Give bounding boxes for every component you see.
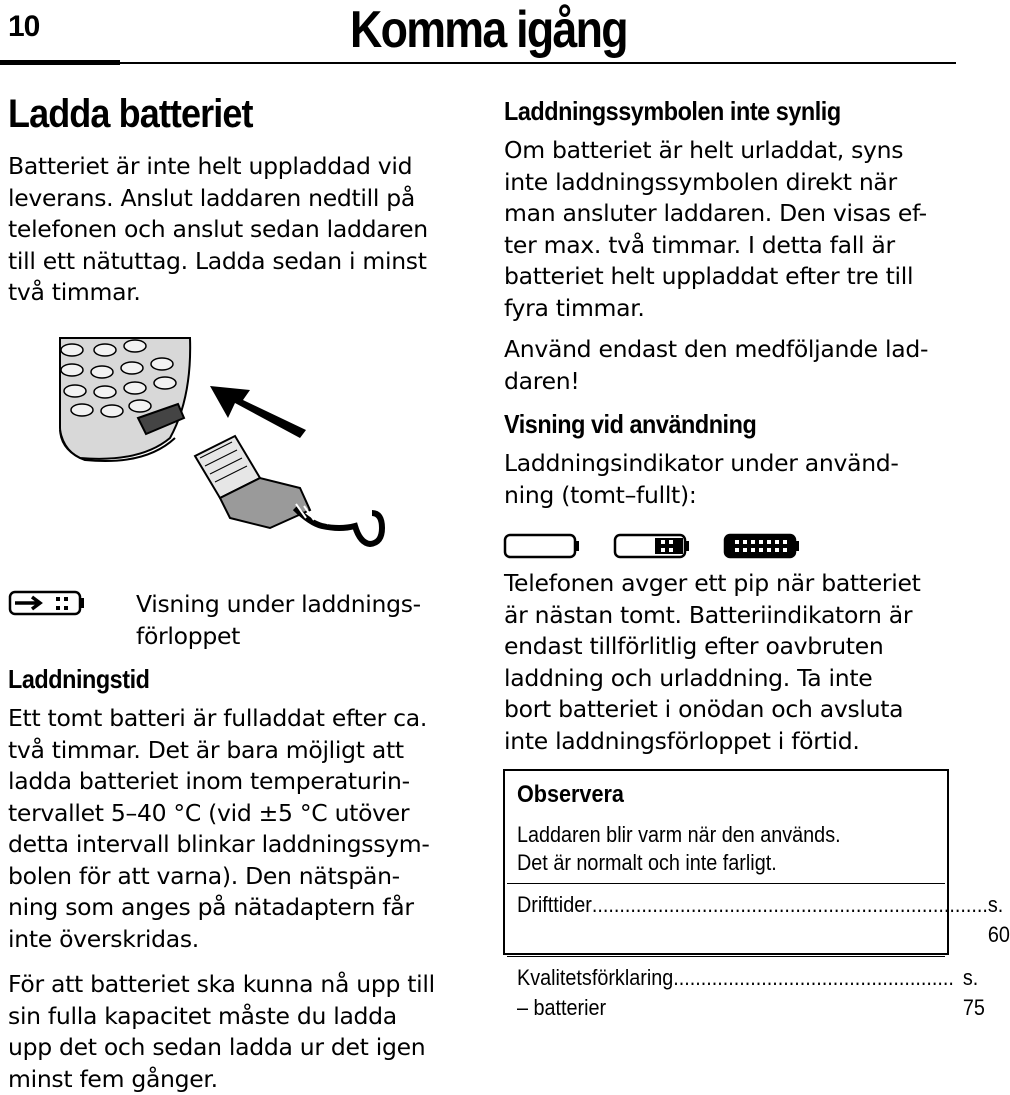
usage-heading: Visning vid användning — [504, 409, 757, 439]
note-divider — [507, 883, 945, 884]
symbol-paragraph: Om batteriet är helt urladdat, syns inte laddningssymbolen direkt när man ansluter laddaren. Den visas ef- ter max. två timmar. I detta fall är batteriet helt uppladdat efter tre till fyra timmar. — [504, 136, 927, 322]
xref-leader: ................................................... — [673, 965, 954, 990]
battery-beep-section — [504, 568, 956, 757]
note-box — [503, 769, 1010, 1020]
note-divider — [507, 956, 945, 957]
usage-paragraph: Laddningsindikator under använd- ning (tomt–fullt): — [504, 449, 899, 509]
xref-battery-quality[interactable] — [517, 963, 985, 1023]
section-heading: Ladda batteriet — [8, 92, 253, 136]
page-number: 10 — [8, 10, 40, 43]
battery-full-icon — [723, 533, 801, 561]
symbol-heading: Laddningssymbolen inte synlig — [504, 96, 841, 126]
charger-note-paragraph: Använd endast den medföljande lad- daren! — [504, 335, 929, 395]
header-rule-accent — [0, 60, 120, 65]
phone-charger-illustration — [60, 338, 400, 553]
right-column — [504, 96, 956, 511]
xref-label: Kvalitetsförklaring – batterier — [517, 965, 674, 1020]
charging-indicator-caption: Visning under laddnings- förloppet — [136, 590, 421, 650]
chapter-title: Komma igång — [350, 1, 627, 59]
xref-label: Drifttider — [517, 892, 592, 917]
xref-operating-times[interactable] — [517, 890, 1010, 950]
xref-leader: ........................................................................ — [591, 892, 988, 917]
battery-half-icon — [613, 533, 691, 561]
battery-beep-paragraph: Telefonen avger ett pip när batteriet är nästan tomt. Batteriindikatorn är endast tillförlitlig efter oavbruten laddning och urladdning. Ta inte bort batteriet i onödan och avsluta inte laddningsförloppet i förtid. — [504, 569, 921, 755]
charge-time-paragraph: Ett tomt batteri är fulladdat efter ca. två timmar. Det är bara möjligt att ladda batteriet inom temperaturin- tervallet 5–40 °C (vid ±5 °C utöver detta intervall blinkar laddningssym- bolen för att varna). Den nätspän- ning som anges på nätadaptern får inte överskridas. — [8, 704, 430, 953]
intro-paragraph: Batteriet är inte helt uppladdad vid leverans. Anslut laddaren nedtill på telefonen och anslut sedan laddaren till ett nätuttag. Ladda sedan i minst två timmar. — [8, 152, 428, 306]
header-rule — [0, 62, 956, 64]
xref-page: s. 75 — [962, 965, 985, 1020]
battery-empty-icon — [503, 533, 581, 561]
xref-page: s. 60 — [987, 892, 1010, 947]
charging-indicator-row — [8, 584, 458, 654]
left-column — [8, 92, 458, 309]
note-text: Laddaren blir varm när den används. Det är normalt och inte farligt. — [517, 822, 841, 875]
charge-time-heading: Laddningstid — [8, 664, 150, 694]
note-title: Observera — [517, 781, 624, 808]
battery-charging-icon — [8, 590, 86, 618]
charge-time-section — [8, 664, 458, 1095]
capacity-paragraph: För att batteriet ska kunna nå upp till sin fulla kapacitet måste du ladda upp det och sedan ladda ur det igen minst fem gånger. — [8, 970, 435, 1093]
